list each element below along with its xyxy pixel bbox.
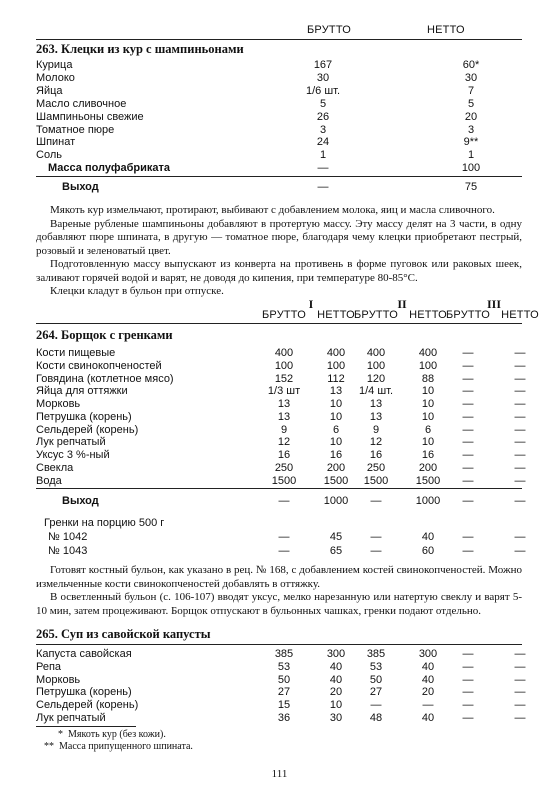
value-netto-2: 10 <box>421 436 435 449</box>
value-brutto-3: — <box>462 461 474 474</box>
brutto-value: 1 <box>319 149 327 162</box>
brutto-value: 26 <box>316 110 330 123</box>
value-netto-3: — <box>514 385 526 398</box>
recipe-265-rule <box>36 644 522 645</box>
header-netto: НЕТТО <box>317 309 355 321</box>
grenki-title: Гренки на порцию 500 г <box>44 517 165 529</box>
value-brutto-3: — <box>462 372 474 385</box>
netto-value: 9** <box>463 136 479 149</box>
netto-value: 30 <box>464 71 478 84</box>
grenki-value-netto-1: 65 <box>329 545 343 557</box>
column-group-3: III <box>486 297 501 311</box>
value-netto-2: 40 <box>421 673 435 686</box>
recipe-263-paragraph: Клецки кладут в бульон при отпуске. <box>50 285 224 297</box>
value-brutto-1: 9 <box>280 423 288 436</box>
value-brutto-2: 13 <box>369 398 383 410</box>
value-netto-3: — <box>514 359 526 372</box>
netto-value: 60* <box>462 59 480 71</box>
grenki-value-brutto-3: — <box>462 531 474 543</box>
ingredient-name: Лук репчатый <box>36 712 106 724</box>
value-netto-3: — <box>514 673 526 686</box>
value-netto-2: 1500 <box>415 474 441 487</box>
value-netto-2: 10 <box>421 410 435 423</box>
recipe-264-paragraph: Готовят костный бульон, как указано в рец. № 168, с добавлением костей свинокопченостей. Можно измельченные кости свинокопченостей добавлять в оттяжку. <box>36 564 522 590</box>
recipe-263-paragraph: Вареные рубленые шампиньоны добавляют в протертую массу. Эту массу делят на 3 части, в одну добавляют пюре шпината, в другую — томатное пюре, благодаря чему клецки приобретают пестрый, розовый и зеленоватый цвет. <box>36 217 522 257</box>
grenki-value-brutto-3: — <box>462 545 474 557</box>
value-brutto-2: 250 <box>366 461 386 474</box>
ingredient-name: Лук репчатый <box>36 436 106 449</box>
netto-value: 1 <box>467 149 475 162</box>
value-netto-2: 300 <box>418 648 438 660</box>
value-brutto-3: — <box>462 398 474 410</box>
value-netto-1: 10 <box>329 436 343 449</box>
value-brutto-3: — <box>462 474 474 487</box>
footnote-rule <box>36 726 136 727</box>
value-netto-3: — <box>514 660 526 673</box>
ingredient-name: Масло сливочное <box>36 97 127 110</box>
value-brutto-3: — <box>462 449 474 461</box>
ingredient-name: Капуста савойская <box>36 648 132 660</box>
value-brutto-3: — <box>462 423 474 436</box>
value-netto-2: 40 <box>421 660 435 673</box>
value-netto-1: 300 <box>326 648 346 660</box>
brutto-value: 5 <box>319 97 327 110</box>
value-netto-1: 10 <box>329 699 343 712</box>
footnote-2-text: Масса припущенного шпината. <box>59 741 193 752</box>
ingredient-name: Сельдерей (корень) <box>36 699 139 712</box>
value-brutto-2: 48 <box>369 712 383 724</box>
grenki-value-netto-3: — <box>514 545 526 557</box>
value-brutto-1: 152 <box>274 372 294 385</box>
value-netto-1: 40 <box>329 673 343 686</box>
value-brutto-2: 50 <box>369 673 383 686</box>
ingredient-name: Петрушка (корень) <box>36 410 132 423</box>
value-netto-1: 100 <box>326 359 346 372</box>
ingredient-name: Сельдерей (корень) <box>36 423 139 436</box>
recipe-264-paragraph: В осветленный бульон (с. 106-107) вводят уксус, мелко нарезанную или натертую свеклу и варят 5-10 мин, затем процеживают. Борщок отпускают в бульонных чашках, гренки подают отдельно. <box>36 591 522 617</box>
value-brutto-2: 27 <box>369 686 383 699</box>
value-brutto-3: — <box>462 660 474 673</box>
value-netto-1: 6 <box>332 423 340 436</box>
value-netto-1: 13 <box>329 385 343 398</box>
grenki-value-brutto-2: — <box>370 545 382 557</box>
recipe-264-title: 264. Борщок с гренками <box>36 328 173 342</box>
value-netto-2: 40 <box>421 712 435 724</box>
recipe-263-output-label: Выход <box>62 181 99 193</box>
value-brutto-1: 27 <box>277 686 291 699</box>
ingredient-name: Яйца для оттяжки <box>36 385 128 398</box>
grenki-value-netto-2: 40 <box>421 531 435 543</box>
value-netto-3: — <box>514 449 526 461</box>
recipe-263-paragraph: Мякоть кур измельчают, протирают, выбивают с добавлением молока, яиц и масла сливочного. <box>50 204 495 216</box>
value-brutto-2: 400 <box>366 347 386 359</box>
value-brutto-3: — <box>462 699 474 712</box>
value-netto-3: — <box>514 474 526 487</box>
value-brutto-2: 9 <box>372 423 380 436</box>
brutto-value: — <box>317 162 329 175</box>
ingredient-name: Шпинат <box>36 136 76 149</box>
value-netto-2: 10 <box>421 385 435 398</box>
value-brutto-1: 53 <box>277 660 291 673</box>
value-netto-1: 10 <box>329 398 343 410</box>
value-brutto-2: 13 <box>369 410 383 423</box>
brutto-value: 24 <box>316 136 330 149</box>
value-brutto-1: 250 <box>274 461 294 474</box>
value-netto-3: — <box>514 686 526 699</box>
value-brutto-3: — <box>462 410 474 423</box>
netto-value: 7 <box>467 84 475 97</box>
value-netto-3: — <box>514 712 526 724</box>
value-netto-1: 400 <box>326 347 346 359</box>
value-brutto-2: — <box>370 699 382 712</box>
column-group-1: I <box>308 297 314 311</box>
header-rule <box>36 39 522 40</box>
value-brutto-2: 1/4 шт. <box>358 385 394 398</box>
brutto-value: 167 <box>313 59 333 71</box>
value-netto-2: 6 <box>424 423 432 436</box>
value-brutto-1: 15 <box>277 699 291 712</box>
value-brutto-3: — <box>462 686 474 699</box>
grenki-name: № 1043 <box>48 545 88 557</box>
recipe-265-title: 265. Суп из савойской капусты <box>36 627 211 641</box>
grenki-value-netto-3: — <box>514 531 526 543</box>
recipe-263-text <box>36 204 522 299</box>
value-netto-1: 20 <box>329 686 343 699</box>
ingredient-name: Томатное пюре <box>36 123 115 136</box>
footnote-1 <box>58 729 166 740</box>
value-brutto-2: 12 <box>369 436 383 449</box>
value-netto-2: 200 <box>418 461 438 474</box>
grenki-value-brutto-1: — <box>278 531 290 543</box>
output-netto-3: — <box>514 495 526 507</box>
ingredient-name: Кости пищевые <box>36 347 116 359</box>
recipe-263-title: 263. Клецки из кур с шампиньонами <box>36 42 244 56</box>
value-brutto-1: 13 <box>277 410 291 423</box>
recipe-263-rule <box>36 176 522 177</box>
netto-value: 5 <box>467 97 475 110</box>
ingredient-name: Масса полуфабриката <box>48 162 171 175</box>
ingredient-name: Курица <box>36 59 73 71</box>
recipe-264-output-label: Выход <box>62 495 99 507</box>
value-brutto-2: 53 <box>369 660 383 673</box>
grenki-value-brutto-1: — <box>278 545 290 557</box>
header-netto: НЕТТО <box>409 309 447 321</box>
value-netto-3: — <box>514 347 526 359</box>
ingredient-name: Морковь <box>36 398 81 410</box>
grenki-value-brutto-2: — <box>370 531 382 543</box>
brutto-value: 1/6 шт. <box>305 84 341 97</box>
value-brutto-1: 385 <box>274 648 294 660</box>
header-2-rule <box>36 323 522 324</box>
brutto-value: 30 <box>316 71 330 84</box>
value-brutto-3: — <box>462 385 474 398</box>
value-brutto-2: 1500 <box>363 474 389 487</box>
value-netto-2: 20 <box>421 686 435 699</box>
output-brutto-3: — <box>462 495 474 507</box>
value-brutto-3: — <box>462 648 474 660</box>
netto-value: 20 <box>464 110 478 123</box>
recipe-263-output-brutto: — <box>317 181 329 193</box>
value-netto-3: — <box>514 398 526 410</box>
page-number: 111 <box>271 768 288 780</box>
recipe-264-rule <box>36 488 522 489</box>
ingredient-name: Соль <box>36 149 62 162</box>
header-brutto: БРУТТО <box>261 309 306 321</box>
value-brutto-3: — <box>462 436 474 449</box>
output-netto-1: 1000 <box>323 495 349 507</box>
value-netto-3: — <box>514 461 526 474</box>
netto-value: 100 <box>461 162 481 175</box>
recipe-263-output-netto: 75 <box>464 181 478 193</box>
value-netto-3: — <box>514 436 526 449</box>
footnote-2 <box>44 741 193 752</box>
value-netto-2: 400 <box>418 347 438 359</box>
value-netto-2: — <box>422 699 434 712</box>
grenki-name: № 1042 <box>48 531 88 543</box>
value-brutto-1: 36 <box>277 712 291 724</box>
ingredient-name: Петрушка (корень) <box>36 686 132 699</box>
ingredient-name: Говядина (котлетное мясо) <box>36 372 174 385</box>
value-brutto-1: 1500 <box>271 474 297 487</box>
ingredient-name: Свекла <box>36 461 74 474</box>
header-brutto: БРУТТО <box>307 24 352 36</box>
value-brutto-1: 13 <box>277 398 291 410</box>
brutto-value: 3 <box>319 123 327 136</box>
header-brutto: БРУТТО <box>353 309 398 321</box>
output-netto-2: 1000 <box>415 495 441 507</box>
value-brutto-3: — <box>462 673 474 686</box>
value-netto-3: — <box>514 699 526 712</box>
ingredient-name: Яйца <box>36 84 63 97</box>
value-brutto-1: 50 <box>277 673 291 686</box>
value-brutto-3: — <box>462 712 474 724</box>
output-brutto-2: — <box>370 495 382 507</box>
value-netto-1: 1500 <box>323 474 349 487</box>
value-netto-3: — <box>514 423 526 436</box>
value-netto-1: 10 <box>329 410 343 423</box>
value-brutto-1: 16 <box>277 449 291 461</box>
ingredient-name: Морковь <box>36 673 81 686</box>
header-brutto: БРУТТО <box>445 309 490 321</box>
output-brutto-1: — <box>278 495 290 507</box>
value-brutto-2: 385 <box>366 648 386 660</box>
value-netto-1: 40 <box>329 660 343 673</box>
value-netto-2: 100 <box>418 359 438 372</box>
column-group-2: II <box>397 297 407 311</box>
value-brutto-3: — <box>462 359 474 372</box>
value-brutto-1: 400 <box>274 347 294 359</box>
grenki-value-netto-2: 60 <box>421 545 435 557</box>
value-netto-3: — <box>514 372 526 385</box>
value-netto-2: 88 <box>421 372 435 385</box>
footnote-1-mark: * <box>58 729 63 740</box>
recipe-264-text <box>36 564 522 618</box>
value-brutto-3: — <box>462 347 474 359</box>
value-netto-2: 10 <box>421 398 435 410</box>
value-brutto-2: 16 <box>369 449 383 461</box>
ingredient-name: Молоко <box>36 71 75 84</box>
value-netto-1: 16 <box>329 449 343 461</box>
value-netto-1: 30 <box>329 712 343 724</box>
value-brutto-1: 12 <box>277 436 291 449</box>
value-netto-1: 112 <box>327 372 345 385</box>
value-brutto-1: 100 <box>274 359 294 372</box>
value-brutto-2: 120 <box>366 372 386 385</box>
header-netto: НЕТТО <box>501 309 539 321</box>
footnote-1-text: Мякоть кур (без кожи). <box>68 729 166 740</box>
recipe-263-paragraph: Подготовленную массу выпускают из конверта на противень в форме пуговок или раковых шеек, заливают горячей водой и варят, не доводя до кипения, при температуре 80-85°С. <box>36 258 522 284</box>
grenki-value-netto-1: 45 <box>329 531 343 543</box>
value-netto-3: — <box>514 648 526 660</box>
value-brutto-1: 1/3 шт <box>267 385 301 398</box>
ingredient-name: Репа <box>36 660 62 673</box>
netto-value: 3 <box>467 123 475 136</box>
value-netto-2: 16 <box>421 449 435 461</box>
ingredient-name: Кости свинокопченостей <box>36 359 162 372</box>
value-netto-1: 200 <box>326 461 346 474</box>
value-netto-3: — <box>514 410 526 423</box>
footnote-2-mark: ** <box>44 741 54 752</box>
ingredient-name: Уксус 3 %-ный <box>36 449 110 461</box>
header-netto: НЕТТО <box>427 24 465 36</box>
ingredient-name: Шампиньоны свежие <box>36 110 144 123</box>
ingredient-name: Вода <box>36 474 62 487</box>
value-brutto-2: 100 <box>366 359 386 372</box>
